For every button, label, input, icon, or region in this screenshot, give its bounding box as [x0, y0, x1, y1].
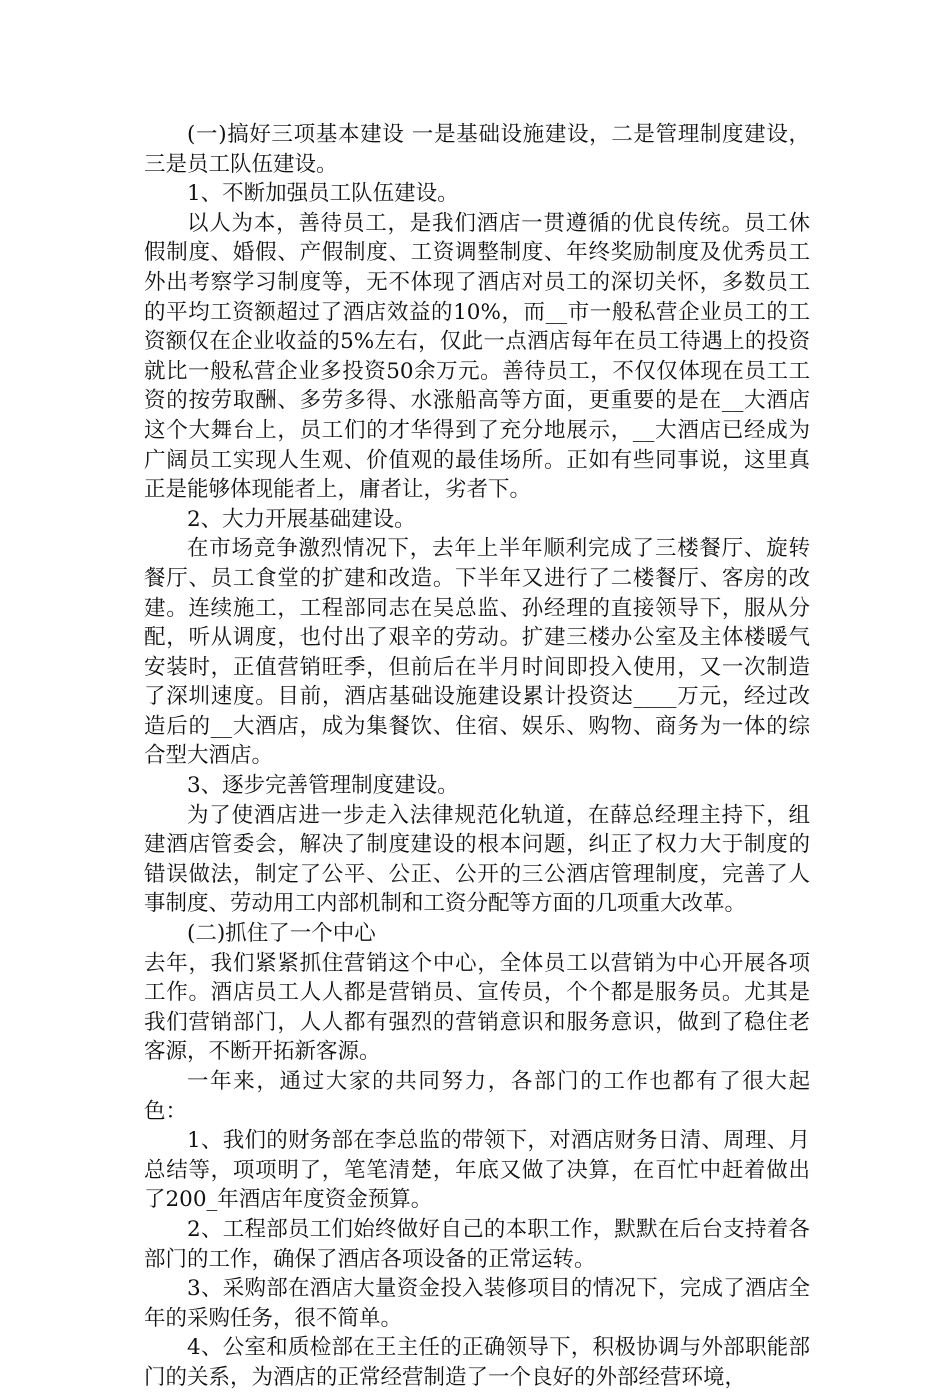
- paragraph: 在市场竞争激烈情况下，去年上半年顺利完成了三楼餐厅、旋转餐厅、员工食堂的扩建和改造。下半年又进行了二楼餐厅、客房的改建。连续施工，工程部同志在吴总监、孙经理的直接领导下，服从分配，听从调度，也付出了艰辛的劳动。扩建三楼办公室及主体楼暖气安装时，正值营销旺季，但前后在半月时间即投入使用，又一次制造了深圳速度。目前，酒店基础设施建设累计投资达____万元，经过改造后的__大酒店，成为集餐饮、住宿、娱乐、购物、商务为一体的综合型大酒店。: [144, 536, 810, 769]
- paragraph: (二)抓住了一个中心: [187, 921, 376, 947]
- paragraph: 为了使酒店进一步走入法律规范化轨道，在薛总经理主持下，组建酒店管委会，解决了制度建设的根本问题，纠正了权力大于制度的错误做法，制定了公平、公正、公开的三公酒店管理制度，完善了人事制度、劳动用工内部机制和工资分配等方面的几项重大改革。: [144, 802, 810, 917]
- paragraph: 1、不断加强员工队伍建设。: [187, 181, 459, 207]
- paragraph: 去年，我们紧紧抓住营销这个中心，全体员工以营销为中心开展各项工作。酒店员工人人都是营销员、宣传员，个个都是服务员。尤其是我们营销部门，人人都有强烈的营销意识和服务意识，做到了稳住老客源，不断开拓新客源。: [144, 950, 810, 1065]
- paragraph: (一)搞好三项基本建设 一是基础设施建设，二是管理制度建设，三是员工队伍建设。: [144, 122, 810, 177]
- paragraph: 以人为本，善待员工，是我们酒店一贯遵循的优良传统。员工休假制度、婚假、产假制度、工资调整制度、年终奖励制度及优秀员工外出考察学习制度等，无不体现了酒店对员工的深切关怀，多数员工的平均工资额超过了酒店效益的10%，而__市一般私营企业员工的工资额仅在企业收益的5%左右，仅此一点酒店每年在员工待遇上的投资就比一般私营企业多投资50余万元。善待员工，不仅仅体现在员工工资的按劳取酬、多劳多得、水涨船高等方面，更重要的是在__大酒店这个大舞台上，员工们的才华得到了充分地展示，__大酒店已经成为广阔员工实现人生观、价值观的最佳场所。正如有些同事说，这里真正是能够体现能者上，庸者让，劣者下。: [144, 210, 810, 503]
- paragraph: 3、采购部在酒店大量资金投入装修项目的情况下，完成了酒店全年的采购任务，很不简单。: [144, 1276, 810, 1331]
- paragraph: 4、公室和质检部在王主任的正确领导下，积极协调与外部职能部门的关系，为酒店的正常经营制造了一个良好的外部经营环境，: [144, 1335, 810, 1390]
- paragraph: 1、我们的财务部在李总监的带领下，对酒店财务日清、周理、月总结等，项项明了，笔笔清楚，年底又做了决算，在百忙中赶着做出了200_年酒店年度资金预算。: [144, 1128, 810, 1213]
- paragraph: 2、工程部员工们始终做好自己的本职工作，默默在后台支持着各部门的工作，确保了酒店各项设备的正常运转。: [144, 1216, 810, 1272]
- paragraph: 一年来，通过大家的共同努力，各部门的工作也都有了很大起色：: [144, 1069, 810, 1124]
- paragraph: 2、大力开展基础建设。: [187, 506, 416, 532]
- paragraph: 3、逐步完善管理制度建设。: [187, 773, 459, 799]
